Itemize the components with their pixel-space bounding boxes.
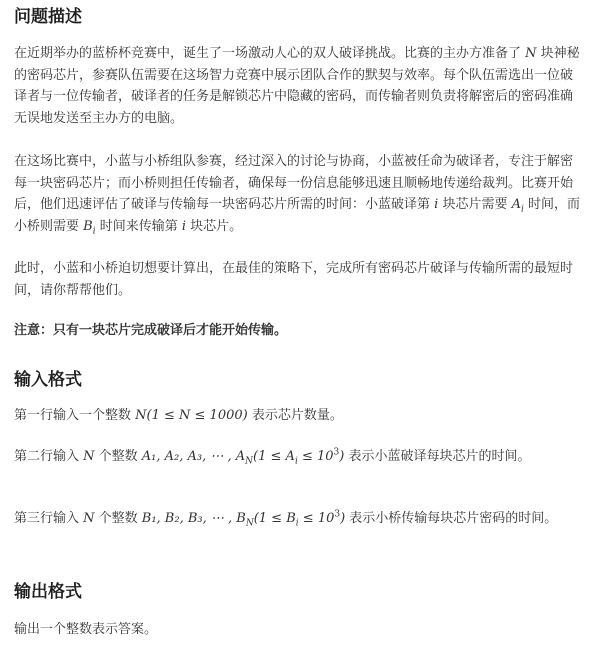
input-line-3 — [14, 508, 580, 530]
text: 第一行输入一个整数 — [14, 408, 136, 423]
math-var: i — [181, 218, 187, 234]
math-var: B — [83, 218, 93, 234]
text: 块芯片需要 — [438, 197, 512, 212]
description-paragraph-3: 此时，小蓝和小桥迫切想要计算出，在最佳的策略下，完成所有密码芯片破译与传输所需的最短时间，请你帮帮他们。 — [14, 261, 574, 298]
description-paragraph-1 — [14, 43, 580, 129]
math: N(1 ≤ N ≤ 1000) — [135, 408, 248, 423]
text: 第三行输入 — [14, 511, 84, 526]
math: ≤ 10 — [297, 449, 334, 464]
text: 表示小蓝破译每块芯片的时间。 — [344, 449, 531, 464]
heading-input-format: 输入格式 — [14, 370, 82, 390]
note — [14, 320, 580, 342]
math-var: i — [434, 197, 439, 212]
math-sub: N — [245, 456, 254, 467]
text: 块神秘的密码芯片，参赛队伍需要在这场智力竞赛中展示团队合作的默契与效率。每个队伍需选出一位破译者与一位传输者，破译者的任务是解锁芯片中隐藏的密码，而传输者则负责将解密后的密码准确无误地发送至主办方的电脑。 — [14, 46, 580, 126]
math: ) — [340, 511, 346, 526]
note-text: 注意：只有一块芯片完成破译后才能开始传输。 — [14, 323, 288, 338]
text: 第二行输入 — [14, 449, 84, 464]
output-line: 输出一个整数表示答案。 — [14, 622, 158, 637]
math-sub: N — [245, 518, 254, 529]
math: ) — [339, 449, 345, 464]
description-paragraph-2 — [14, 151, 580, 237]
math-sup: 3 — [333, 447, 340, 458]
math: ≤ 10 — [298, 511, 335, 526]
math-sup: 3 — [334, 509, 341, 520]
text: 时间来传输第 — [95, 218, 182, 234]
math-var: N — [525, 46, 537, 61]
input-line-1 — [14, 405, 580, 427]
text: 个整数 — [94, 449, 142, 464]
text: 个整数 — [94, 511, 142, 526]
math-sub: i — [294, 456, 298, 467]
input-line-2 — [14, 446, 580, 468]
heading-output-format: 输出格式 — [14, 582, 82, 602]
math-var: A — [511, 197, 521, 212]
text: 表示小桥传输每块芯片密码的时间。 — [345, 511, 558, 526]
text: 块芯片。 — [186, 218, 243, 234]
math-sub: i — [295, 518, 299, 529]
math: B₁, B₂, B₃, ⋯ , B — [141, 511, 246, 526]
text: 在这场比赛中，小蓝与小桥组队参赛，经过深入的讨论与协商，小蓝被任命为破译者，专注于解密每一块密码芯片；而小桥则担任传输者，确保每一份信息能够迅速且顺畅地传递给裁判。比赛开始后，他们迅速评估了破译与传输每一块密码芯片所需的时间：小蓝破译第 — [14, 154, 574, 212]
math-var: N — [83, 449, 95, 464]
math-sub: i — [520, 204, 524, 215]
math-var: N — [83, 511, 95, 526]
math: (1 ≤ B — [253, 511, 296, 526]
text: 时间，而小桥则需要 — [14, 197, 580, 234]
math: (1 ≤ A — [253, 449, 295, 464]
math-sub: i — [92, 226, 96, 237]
heading-description: 问题描述 — [14, 7, 82, 27]
text: 在近期举办的蓝桥杯竞赛中，诞生了一场激动人心的双人破译挑战。比赛的主办方准备了 — [14, 46, 526, 61]
math: A₁, A₂, A₃, ⋯ , A — [141, 449, 246, 464]
text: 表示芯片数量。 — [247, 408, 343, 423]
